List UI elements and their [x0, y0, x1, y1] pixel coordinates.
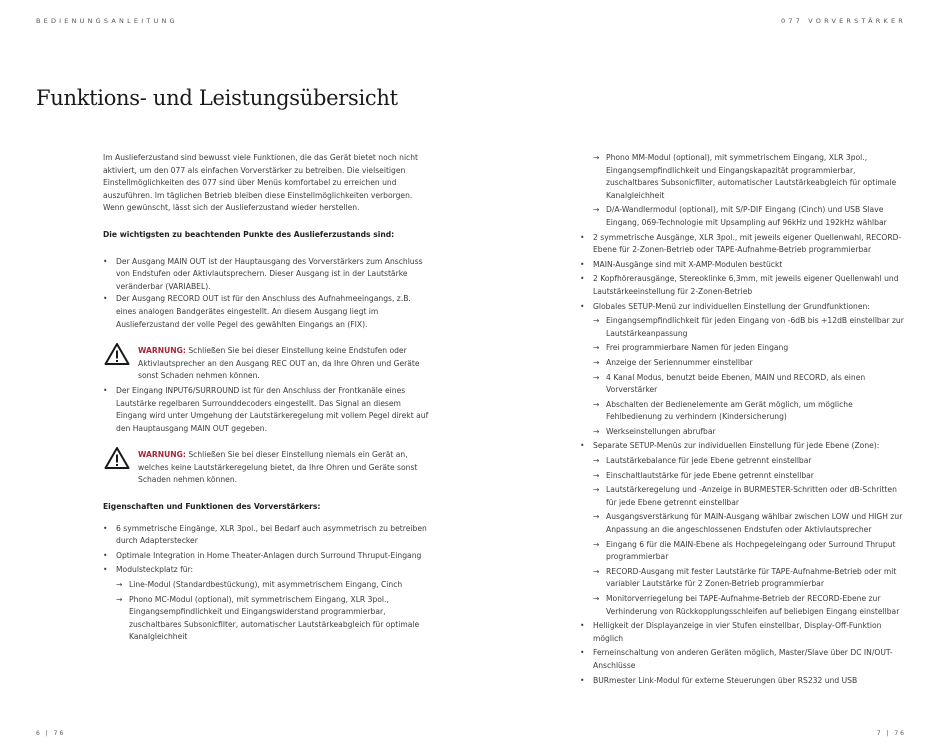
- sub-list-item: → Ausgangsverstärkung für MAIN-Ausgang wählbar zwischen LOW und HIGH zur Anpassung an die angeschlossenen Endstufen oder Aktivlautsprecher: [580, 511, 906, 536]
- sub-list-item: → Line-Modul (Standardbestückung), mit asymmetrischem Eingang, Cinch: [103, 579, 429, 592]
- sub-list-item: → Phono MC-Modul (optional), mit symmetrischem Eingang, XLR 3pol., Eingangsempfindlichkeit und Eingangswiderstand programmierbar, zuschaltbares Subsonicfilter, automatischer Lautstärkeabgleich für optimale Kanalgleichheit: [103, 594, 429, 644]
- sub-list-item: → Phono MM-Modul (optional), mit symmetrischem Eingang, XLR 3pol., Eingangsempfindlichkeit und Eingangskapazität programmierbar, zuschaltbares Subsonicfilter, automatischer Lautstärkeabgleich für optimale Kanalgleichheit: [580, 152, 906, 202]
- delivery-list: [103, 256, 429, 332]
- sub-list-item: → Eingangsempfindlichkeit für jeden Eingang von -6dB bis +12dB einstellbar zur Lautstärkeanpassung: [580, 315, 906, 340]
- sub-list-item: → Monitorverriegelung bei TAPE-Aufnahme-Betrieb der RECORD-Ebene zur Verhinderung von Rückkopplungsschleifen auf beliebigen Eingang einstellbar: [580, 593, 906, 618]
- sub-list-item: → Abschalten der Bedienelemente am Gerät möglich, um mögliche Fehlbedienung zu verhindern (Kindersicherung): [580, 399, 906, 424]
- intro-paragraph: Im Auslieferzustand sind bewusst viele Funktionen, die das Gerät bietet noch nicht aktiviert, um den 077 als einfachen Vorverstärker zu betreiben. Die vielseitigen Einstellmöglichkeiten des 077 sind über Menüs komfortabel zu erreichen und auszuführen. Im täglichen Betrieb bleiben diese Einstellmöglichkeiten verborgen. Wenn gewünscht, lässt sich der Auslieferzustand wieder herstellen.: [103, 153, 419, 213]
- list-item: • 2 symmetrische Ausgänge, XLR 3pol., mit jeweils eigener Quellenwahl, RECORD-Ebene für 2-Zonen-Betrieb oder TAPE-Aufnahme-Betrieb programmierbar: [580, 232, 906, 257]
- sub-list-item: → Anzeige der Seriennummer einstellbar: [580, 357, 906, 370]
- section-heading-delivery: Die wichtigsten zu beachtenden Punkte des Auslieferzustands sind:: [103, 229, 395, 239]
- sub-list-item: → D/A-Wandlermodul (optional), mit S/P-DIF Eingang (Cinch) und USB Slave Eingang, 069-Technologie mit Upsampling auf 96kHz und 192kHz wählbar: [580, 204, 906, 229]
- running-header-left: BEDIENUNGSANLEITUNG: [36, 17, 178, 25]
- sub-list-item: → Einschaltlautstärke für jede Ebene getrennt einstellbar: [580, 470, 906, 483]
- list-item: • Helligkeit der Displayanzeige in vier Stufen einstellbar, Display-Off-Funktion möglich: [580, 620, 906, 645]
- page-title: Funktions- und Leistungsübersicht: [36, 86, 398, 110]
- sub-list-item: → Frei programmierbare Namen für jeden Eingang: [580, 342, 906, 355]
- page-number-left: 6 | 76: [36, 730, 66, 737]
- sub-list-item: → Lautstärkeregelung und -Anzeige in BURMESTER-Schritten oder dB-Schritten für jede Ebene getrennt einstellbar: [580, 484, 906, 509]
- warning-box: [103, 449, 429, 487]
- section-heading-features: Eigenschaften und Funktionen des Vorverstärkers:: [103, 502, 321, 512]
- list-item: • Optimale Integration in Home Theater-Anlagen durch Surround Thruput-Eingang: [103, 550, 429, 563]
- sub-list-item: → RECORD-Ausgang mit fester Lautstärke für TAPE-Aufnahme-Betrieb oder mit variabler Lautstärke für 2 Zonen-Betrieb programmierbar: [580, 566, 906, 591]
- warning-label: WARNUNG:: [138, 346, 186, 356]
- list-item: • Der Ausgang RECORD OUT ist für den Anschluss des Aufnahmeeingangs, z.B. eines analogen Bandgerätes eingestellt. An diesem Ausgang liegt im Auslieferzustand der volle Pegel des gewählten Eingangs an (FIX).: [103, 293, 429, 331]
- list-item: • Der Ausgang MAIN OUT ist der Hauptausgang des Vorverstärkers zum Anschluss von Endstufen oder Aktivlautsprechern. Dieser Ausgang ist in der Lautstärke veränderbar (VARIABEL).: [103, 256, 429, 294]
- list-item: • 6 symmetrische Eingänge, XLR 3pol., bei Bedarf auch asymmetrisch zu betreiben durch Adapterstecker: [103, 523, 429, 548]
- running-header-right: 077 VORVERSTÄRKER: [781, 17, 906, 25]
- sub-list-item: → Werkseinstellungen abrufbar: [580, 426, 906, 439]
- warning-box: [103, 345, 429, 383]
- list-item: • MAIN-Ausgänge sind mit X-AMP-Modulen bestückt: [580, 259, 906, 272]
- left-column: [103, 152, 429, 644]
- sub-list-item: → Eingang 6 für die MAIN-Ebene als Hochpegeleingang oder Surround Thruput programmierbar: [580, 539, 906, 564]
- warning-triangle-icon: [104, 342, 130, 366]
- warning-text: Schließen Sie bei dieser Einstellung keine Endstufen oder Aktivlautsprecher an den Ausgang REC OUT an, da Ihre Ohren und Geräte sonst Schaden nehmen können.: [138, 346, 420, 381]
- warning-text: Schließen Sie bei dieser Einstellung niemals ein Gerät an, welches keine Lautstärkeregelung bietet, da Ihre Ohren und Geräte sonst Schaden nehmen können.: [138, 450, 418, 485]
- list-item: • BURmester Link-Modul für externe Steuerungen über RS232 und USB: [580, 675, 906, 688]
- list-item: • Separate SETUP-Menüs zur individuellen Einstellung für jede Ebene (Zone):: [580, 440, 906, 453]
- list-item: • 2 Kopfhörerausgänge, Stereoklinke 6,3mm, mit jeweils eigener Quellenwahl und Lautstärkeeinstellung für 2-Zonen-Betrieb: [580, 273, 906, 298]
- sub-list-item: → 4 Kanal Modus, benutzt beide Ebenen, MAIN und RECORD, als einen Vorverstärker: [580, 372, 906, 397]
- list-item: • Modulsteckplatz für:: [103, 564, 429, 577]
- warning-triangle-icon: [104, 446, 130, 470]
- page-number-right: 7 | 76: [876, 730, 906, 737]
- right-column: [580, 152, 906, 687]
- sub-list-item: → Lautstärkebalance für jede Ebene getrennt einstellbar: [580, 455, 906, 468]
- features-list: [103, 523, 429, 644]
- list-item: • Globales SETUP-Menü zur individuellen Einstellung der Grundfunktionen:: [580, 301, 906, 314]
- list-item: • Ferneinschaltung von anderen Geräten möglich, Master/Slave über DC IN/OUT-Anschlüsse: [580, 647, 906, 672]
- list-item: • Der Eingang INPUT6/SURROUND ist für den Anschluss der Frontkanäle eines Lautstärke regelbaren Surrounddecoders eingestellt. Das Signal an diesem Eingang wird unter Umgehung der Lautstärkeregelung mit vollem Pegel direkt auf den Hauptausgang MAIN OUT gegeben.: [103, 385, 429, 435]
- warning-label: WARNUNG:: [138, 450, 186, 460]
